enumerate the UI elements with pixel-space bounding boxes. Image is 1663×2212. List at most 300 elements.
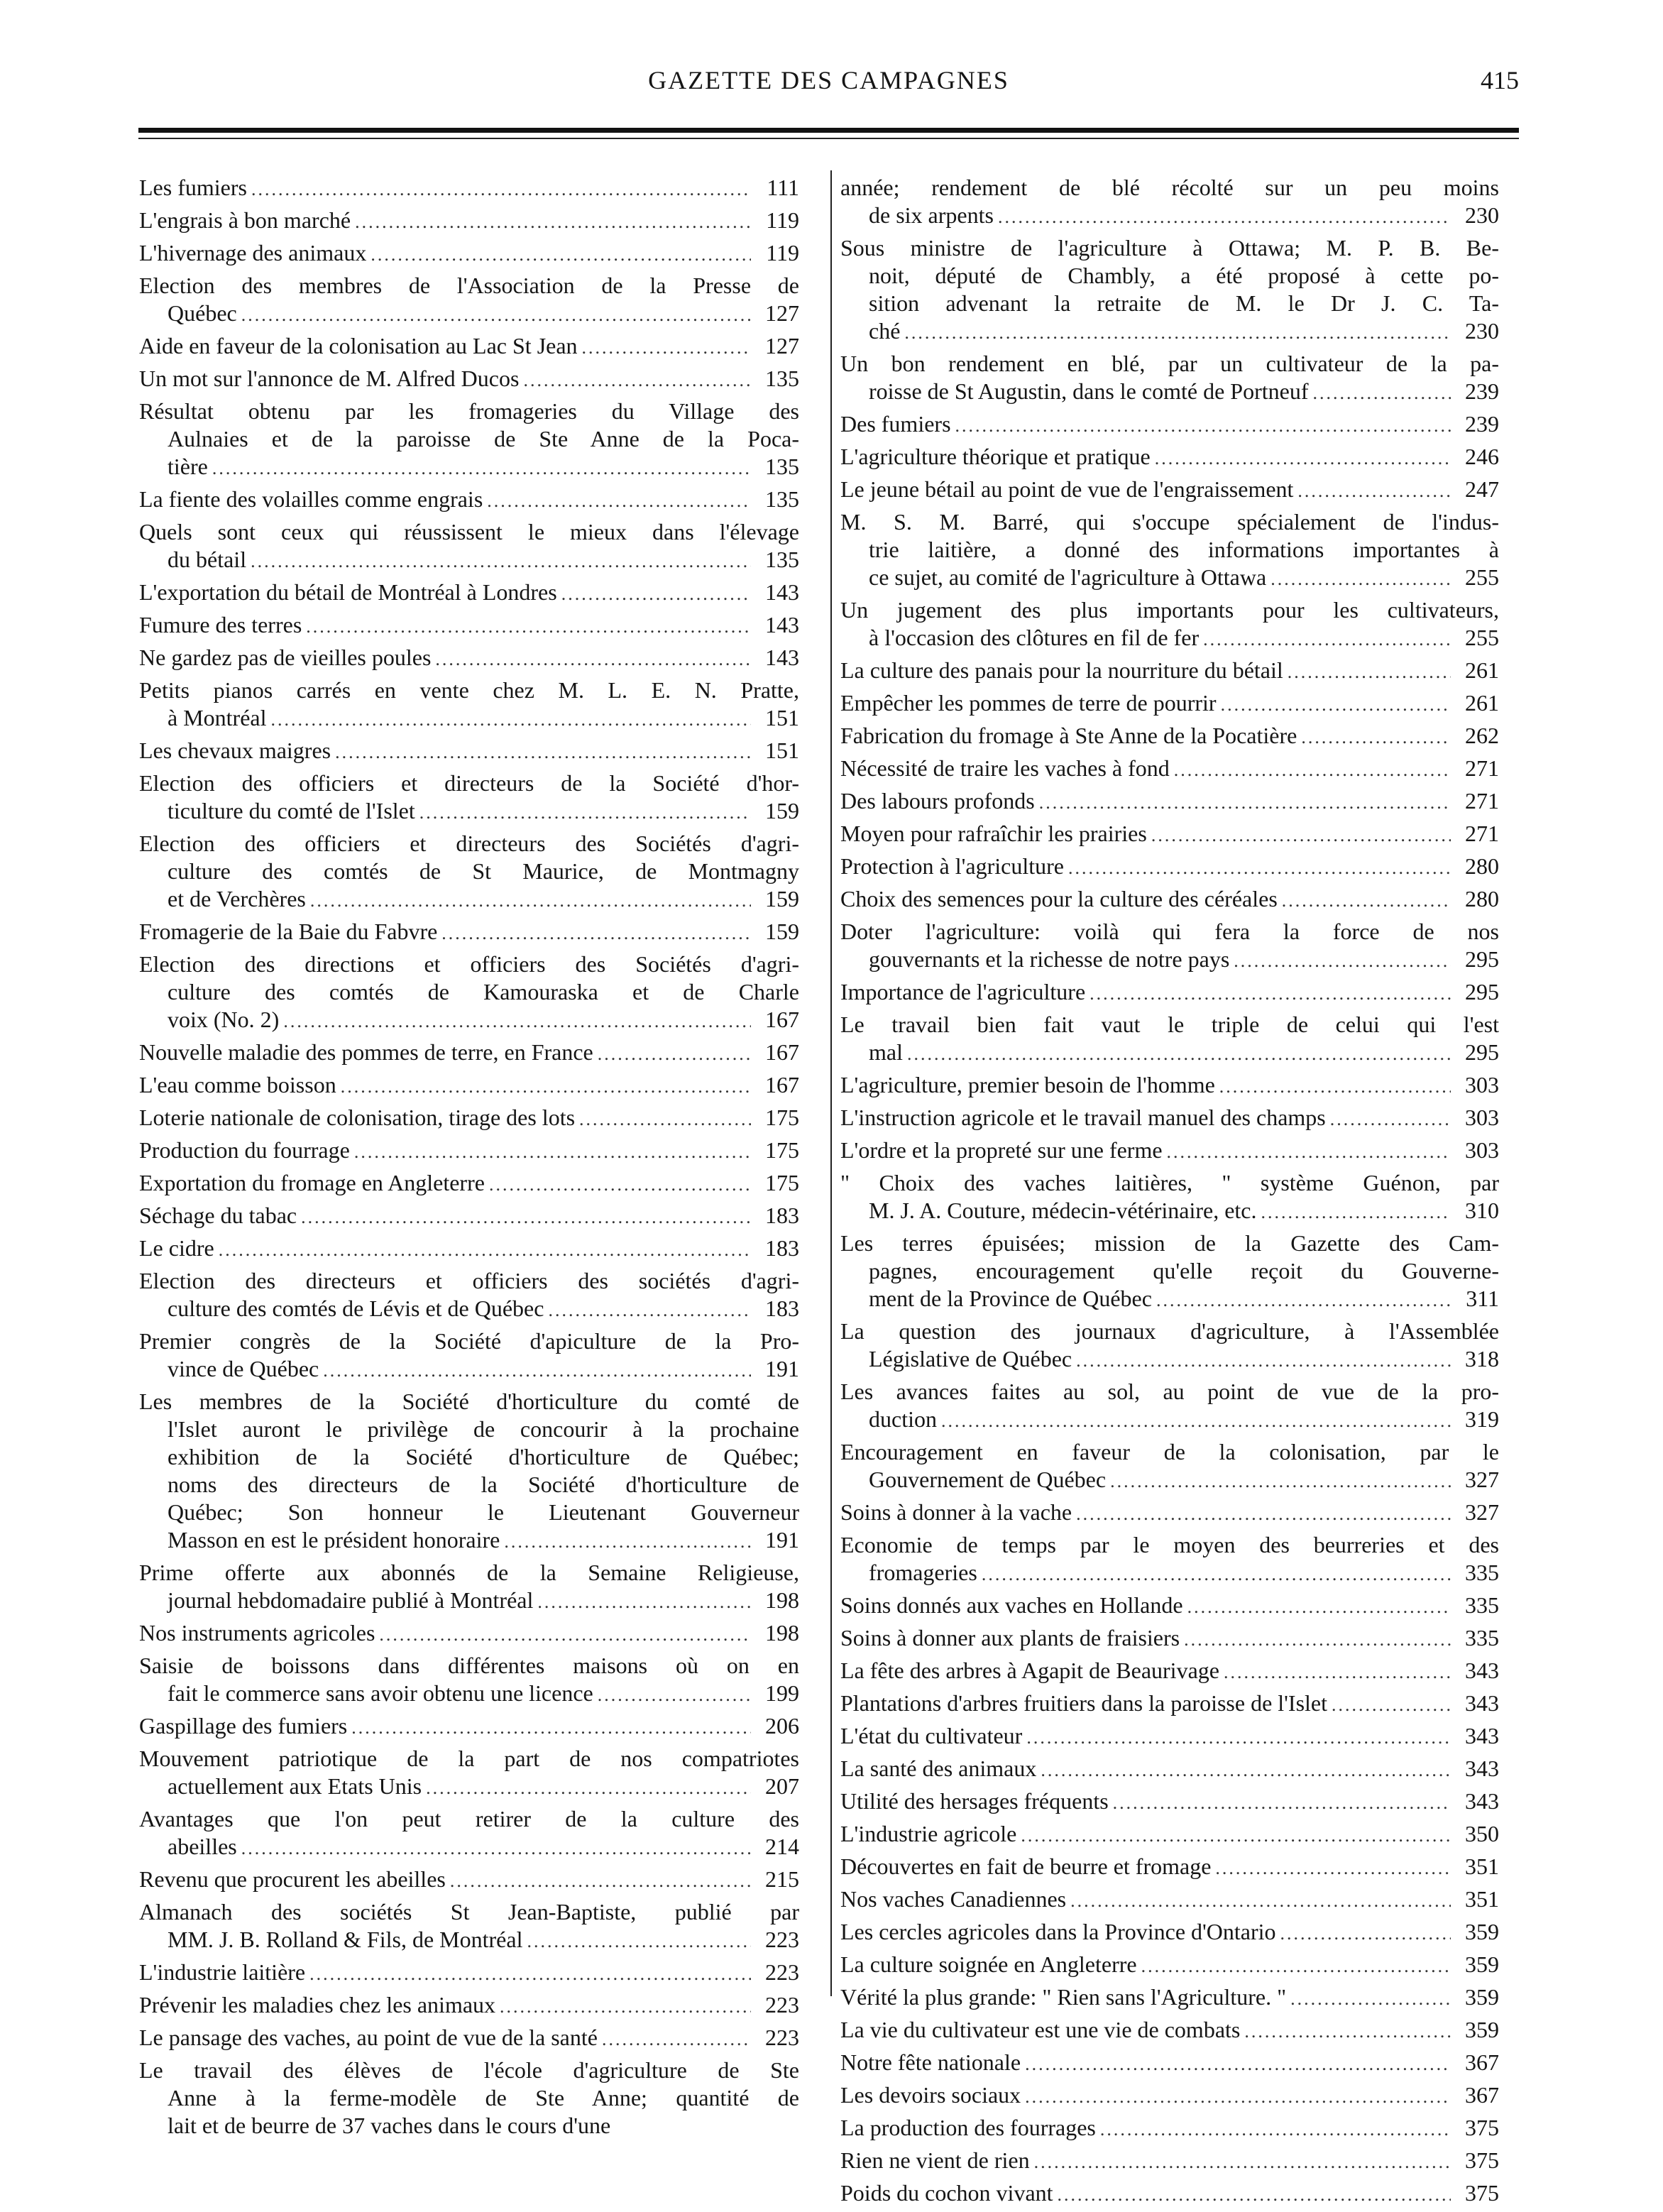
entry-text: Election des membres de l'Association de la Presse de	[139, 273, 799, 298]
index-entry-line	[139, 1866, 799, 1893]
index-entry-line	[139, 239, 799, 267]
index-entry	[840, 1820, 1499, 1848]
entry-text: fait le commerce sans avoir obtenu une licence	[168, 1680, 593, 1706]
entry-text: ticulture du comté de l'Islet	[168, 798, 415, 823]
entry-page-number: 135	[765, 486, 799, 512]
index-entry	[139, 1559, 799, 1614]
entry-text: Mouvement patriotique de la part de nos compatriotes	[139, 1746, 799, 1771]
index-entry-line	[840, 624, 1499, 652]
entry-page-number: 343	[1465, 1690, 1499, 1716]
index-entry	[139, 1169, 799, 1197]
index-entry	[840, 476, 1499, 503]
entry-text: année; rendement de blé récolté sur un peu moins	[840, 175, 1499, 200]
entry-text: à Montréal	[168, 705, 267, 730]
index-entry	[840, 853, 1499, 880]
index-entry	[139, 1991, 799, 2019]
index-entry-line	[139, 677, 799, 704]
dot-leader	[1330, 1105, 1451, 1133]
entry-text: Des fumiers	[840, 411, 951, 437]
entry-page-number: 135	[765, 366, 799, 391]
entry-text: La culture soignée en Angleterre	[840, 1951, 1137, 1977]
entry-text: ce sujet, au comité de l'agriculture à Ottawa	[869, 564, 1267, 590]
entry-text: Petits pianos carrés en vente chez M. L. E. N. Pratte,	[139, 677, 799, 703]
index-entry-line	[840, 1011, 1499, 1039]
dot-leader	[426, 1774, 751, 1802]
index-entry	[139, 239, 799, 267]
entry-text: vince de Québec	[168, 1356, 319, 1381]
dot-leader	[379, 1621, 751, 1648]
dot-leader	[489, 1171, 751, 1198]
entry-page-number: 262	[1465, 723, 1499, 748]
index-entry	[139, 579, 799, 606]
entry-text: Fromagerie de la Baie du Fabvre	[139, 919, 438, 944]
index-entry-line	[840, 853, 1499, 880]
entry-page-number: 350	[1465, 1821, 1499, 1846]
dot-leader	[323, 1357, 751, 1384]
entry-text: Prime offerte aux abonnés de la Semaine Religieuse,	[139, 1560, 799, 1585]
entry-page-number: 319	[1465, 1406, 1499, 1432]
dot-leader	[212, 454, 751, 482]
entry-text: Election des directeurs et officiers des sociétés d'agri-	[139, 1268, 799, 1293]
index-entry	[139, 1104, 799, 1132]
index-entry-line	[139, 2024, 799, 2052]
entry-text: exhibition de la Société d'horticulture de Québec;	[168, 1444, 799, 1469]
index-entry-line	[139, 737, 799, 765]
entry-page-number: 310	[1465, 1198, 1499, 1223]
entry-text: M. S. M. Barré, qui s'occupe spécialement de l'indus-	[840, 509, 1499, 535]
index-entry-line	[840, 1499, 1499, 1526]
dot-leader	[1041, 1756, 1451, 1784]
entry-text: Soins à donner à la vache	[840, 1499, 1072, 1525]
entry-text: Soins à donner aux plants de fraisiers	[840, 1625, 1180, 1650]
entry-page-number: 295	[1465, 979, 1499, 1004]
entry-text: Economie de temps par le moyen des beurreries et des	[840, 1532, 1499, 1557]
entry-page-number: 143	[765, 645, 799, 670]
entry-text: Protection à l'agriculture	[840, 853, 1064, 879]
index-entry	[840, 2081, 1499, 2109]
dot-leader	[1187, 1593, 1451, 1621]
index-entry-line	[840, 1104, 1499, 1132]
dot-leader	[1070, 1887, 1451, 1915]
entry-text: Saisie de boissons dans différentes maisons où on en	[139, 1653, 799, 1678]
entry-text: Election des officiers et directeurs des Sociétés d'agri-	[139, 831, 799, 856]
dot-leader	[602, 2025, 751, 2053]
page-header	[138, 65, 1519, 108]
entry-page-number: 143	[765, 612, 799, 637]
index-entry-line	[139, 1388, 799, 1416]
index-entry-line	[139, 365, 799, 393]
entry-page-number: 127	[765, 300, 799, 326]
entry-page-number: 303	[1465, 1072, 1499, 1097]
index-entry	[840, 2016, 1499, 2044]
index-entry-line	[139, 1712, 799, 1740]
entry-text: L'eau comme boisson	[139, 1072, 336, 1097]
entry-text: Notre fête nationale	[840, 2049, 1021, 2075]
index-entry-line	[840, 1169, 1499, 1197]
index-entry-line	[139, 332, 799, 360]
dot-leader	[335, 738, 751, 766]
index-entry-line	[139, 1898, 799, 1926]
entry-text: fromageries	[869, 1560, 977, 1585]
dot-leader	[371, 241, 751, 268]
entry-text: Séchage du tabac	[139, 1203, 297, 1228]
journal-title: GAZETTE DES CAMPAGNES	[648, 66, 1009, 94]
dot-leader	[537, 1588, 751, 1616]
index-entry-line	[840, 1755, 1499, 1783]
index-entry-line	[139, 830, 799, 858]
index-entry-line	[840, 946, 1499, 973]
entry-page-number: 367	[1465, 2049, 1499, 2075]
entry-text: Almanach des sociétés St Jean-Baptiste, publié par	[139, 1899, 799, 1924]
index-entry-line	[840, 1624, 1499, 1652]
entry-spacer	[139, 2140, 799, 2145]
index-entry-line	[840, 2114, 1499, 2142]
entry-page-number: 246	[1465, 444, 1499, 469]
entry-page-number: 175	[765, 1137, 799, 1163]
entry-page-number: 261	[1465, 657, 1499, 683]
index-entry-line	[840, 1787, 1499, 1815]
index-entry-line	[840, 1230, 1499, 1257]
entry-page-number: 223	[765, 1992, 799, 2017]
entry-text: Moyen pour rafraîchir les prairies	[840, 821, 1147, 846]
index-entry	[139, 332, 799, 360]
left-index-column	[139, 174, 799, 2145]
entry-text: Importance de l'agriculture	[840, 979, 1086, 1004]
dot-leader	[251, 175, 751, 203]
index-entry	[139, 1652, 799, 1707]
index-entry	[139, 272, 799, 327]
entry-text: Aulnaies et de la paroisse de Ste Anne de la Poca-	[168, 426, 799, 451]
index-entry	[840, 443, 1499, 471]
index-entry-line	[139, 644, 799, 672]
dot-leader	[598, 1040, 751, 1068]
index-entry-line	[139, 486, 799, 513]
entry-text: Sous ministre de l'agriculture à Ottawa; M. P. B. Be-	[840, 235, 1499, 261]
index-entry	[840, 755, 1499, 782]
entry-text: sition advenant la retraite de M. le Dr J. C. Ta-	[869, 290, 1499, 316]
index-entry-line	[139, 1526, 799, 1554]
entry-text: Anne à la ferme-modèle de Ste Anne; quantité de	[168, 2085, 799, 2110]
entry-page-number: 230	[1465, 202, 1499, 228]
dot-leader	[310, 887, 751, 914]
index-entry-line	[139, 1619, 799, 1647]
entry-text: L'industrie laitière	[139, 1959, 306, 1985]
entry-page-number: 375	[1465, 2180, 1499, 2206]
index-entry-line	[840, 2049, 1499, 2076]
entry-text: voix (No. 2)	[168, 1007, 280, 1032]
entry-text: La santé des animaux	[840, 1756, 1037, 1781]
index-entry	[139, 1959, 799, 1986]
entry-page-number: 351	[1465, 1886, 1499, 1912]
index-entry	[840, 1230, 1499, 1313]
dot-leader	[487, 487, 751, 515]
index-entry-line	[840, 1345, 1499, 1373]
index-entry	[139, 2057, 799, 2140]
index-entry	[139, 611, 799, 639]
dot-leader	[561, 580, 751, 608]
index-entry-line	[139, 1833, 799, 1861]
index-entry-line	[840, 1657, 1499, 1685]
dot-leader	[341, 1073, 751, 1100]
entry-text: Les avances faites au sol, au point de vue de la pro-	[840, 1379, 1499, 1404]
index-entry-line	[840, 755, 1499, 782]
index-entry	[840, 1531, 1499, 1587]
entry-text: La culture des panais pour la nourriture du bétail	[840, 657, 1283, 683]
dot-leader	[1167, 1138, 1451, 1166]
entry-page-number: 327	[1465, 1467, 1499, 1492]
index-entry	[840, 885, 1499, 913]
entry-text: culture des comtés de Lévis et de Québec	[168, 1296, 544, 1321]
entry-page-number: 359	[1465, 1919, 1499, 1944]
dot-leader	[1076, 1347, 1451, 1374]
dot-leader	[219, 1236, 751, 1264]
entry-page-number: 343	[1465, 1723, 1499, 1748]
index-entry-line	[139, 1355, 799, 1383]
entry-text: L'ordre et la propreté sur une ferme	[840, 1137, 1163, 1163]
index-entry-line	[139, 1959, 799, 1986]
index-entry-line	[139, 1680, 799, 1707]
entry-page-number: 198	[765, 1620, 799, 1646]
entry-text: Législative de Québec	[869, 1346, 1072, 1371]
index-entry	[840, 596, 1499, 652]
dot-leader	[1297, 477, 1451, 505]
index-entry	[840, 234, 1499, 345]
index-entry-line	[139, 272, 799, 300]
entry-page-number: 127	[765, 333, 799, 358]
index-entry-line	[139, 1039, 799, 1066]
index-entry-line	[139, 425, 799, 453]
index-entry-line	[139, 1471, 799, 1499]
entry-page-number: 206	[765, 1713, 799, 1739]
entry-text: culture des comtés de Kamouraska et de Charle	[168, 979, 799, 1004]
dot-leader	[1113, 1789, 1451, 1817]
dot-leader	[1332, 1691, 1451, 1719]
entry-text: Loterie nationale de colonisation, tirage des lots	[139, 1105, 576, 1130]
index-entry-line	[139, 1773, 799, 1800]
dot-leader	[582, 334, 751, 361]
index-entry-line	[139, 704, 799, 732]
index-entry-line	[840, 1285, 1499, 1313]
index-entry-line	[139, 1006, 799, 1034]
entry-text: Vérité la plus grande: " Rien sans l'Agriculture. "	[840, 1984, 1287, 2010]
index-entry	[139, 207, 799, 234]
entry-page-number: 343	[1465, 1756, 1499, 1781]
entry-text: Les membres de la Société d'horticulture du comté de	[139, 1389, 799, 1414]
index-entry-line	[840, 174, 1499, 202]
entry-page-number: 303	[1465, 1137, 1499, 1163]
entry-text: trie laitière, a donné des informations importantes à	[869, 537, 1499, 562]
index-entry	[840, 1722, 1499, 1750]
entry-page-number: 343	[1465, 1658, 1499, 1683]
index-entry	[139, 518, 799, 574]
dot-leader	[1215, 1854, 1451, 1882]
entry-text: Poids du cochon vivant	[840, 2180, 1053, 2206]
entry-text: actuellement aux Etats Unis	[168, 1773, 422, 1799]
entry-text: Les chevaux maigres	[139, 738, 331, 763]
entry-page-number: 119	[766, 240, 799, 265]
entry-text: à l'occasion des clôtures en fil de fer	[869, 625, 1200, 650]
entry-text: La fête des arbres à Agapit de Beaurivage	[840, 1658, 1219, 1683]
entry-text: Nouvelle maladie des pommes de terre, en France	[139, 1039, 593, 1065]
index-entry-line	[840, 689, 1499, 717]
dot-leader	[1280, 1920, 1451, 1947]
index-entry-line	[139, 579, 799, 606]
index-entry	[840, 1499, 1499, 1526]
index-entry	[139, 677, 799, 732]
entry-text: Le cidre	[139, 1235, 214, 1261]
index-entry	[139, 1712, 799, 1740]
entry-text: Choix des semences pour la culture des céréales	[840, 886, 1278, 911]
index-entry-line	[139, 1104, 799, 1132]
entry-page-number: 255	[1465, 564, 1499, 590]
dot-leader	[1261, 1198, 1451, 1226]
entry-page-number: 280	[1465, 853, 1499, 879]
dot-leader	[271, 706, 752, 733]
entry-text: M. J. A. Couture, médecin-vétérinaire, etc.	[869, 1198, 1257, 1223]
entry-page-number: 271	[1465, 821, 1499, 846]
index-entry-line	[840, 1378, 1499, 1406]
index-entry	[139, 1866, 799, 1893]
entry-text: L'agriculture, premier besoin de l'homme	[840, 1072, 1215, 1097]
index-entry-line	[840, 1722, 1499, 1750]
dot-leader	[1312, 379, 1451, 407]
index-entry-line	[139, 978, 799, 1006]
index-entry-line	[840, 820, 1499, 848]
entry-page-number: 183	[765, 1235, 799, 1261]
dot-leader	[435, 645, 751, 673]
index-entry	[840, 820, 1499, 848]
entry-page-number: 135	[765, 547, 799, 572]
entry-text: Les terres épuisées; mission de la Gazette des Cam-	[840, 1230, 1499, 1256]
dot-leader	[1156, 1286, 1451, 1314]
index-entry-line	[840, 1406, 1499, 1433]
index-entry	[840, 2049, 1499, 2076]
entry-text: Un mot sur l'annonce de M. Alfred Ducos	[139, 366, 520, 391]
index-entry-line	[840, 290, 1499, 317]
index-entry-line	[139, 1202, 799, 1230]
index-entry	[139, 2024, 799, 2052]
entry-page-number: 335	[1465, 1592, 1499, 1618]
entry-text: abeilles	[168, 1834, 237, 1859]
entry-page-number: 167	[765, 1072, 799, 1097]
index-entry-line	[139, 1652, 799, 1680]
index-entry-line	[840, 1257, 1499, 1285]
index-entry	[840, 918, 1499, 973]
index-entry	[840, 689, 1499, 717]
index-entry	[139, 1327, 799, 1383]
index-entry-line	[840, 1318, 1499, 1345]
index-entry-line	[840, 1592, 1499, 1619]
index-entry	[139, 830, 799, 913]
entry-text: Production du fourrage	[139, 1137, 350, 1163]
entry-page-number: 167	[765, 1007, 799, 1032]
dot-leader	[1282, 887, 1451, 914]
entry-text: Un jugement des plus importants pour les cultivateurs,	[840, 597, 1499, 623]
index-entry-line	[840, 657, 1499, 684]
index-entry-line	[139, 1137, 799, 1164]
entry-text: Québec	[168, 300, 237, 326]
entry-text: du bétail	[168, 547, 247, 572]
dot-leader	[1141, 1952, 1451, 1980]
index-entry-line	[840, 202, 1499, 229]
entry-text: L'industrie agricole	[840, 1821, 1017, 1846]
index-entry-line	[840, 1559, 1499, 1587]
entry-text: Quels sont ceux qui réussissent le mieux dans l'élevage	[139, 519, 799, 544]
index-entry-line	[139, 1327, 799, 1355]
index-entry	[840, 1137, 1499, 1164]
dot-leader	[1234, 947, 1451, 975]
header-rule-thick	[138, 128, 1519, 133]
dot-leader	[500, 1993, 751, 2020]
entry-text: Doter l'agriculture: voilà qui fera la force de nos	[840, 919, 1499, 944]
index-entry-line	[139, 1071, 799, 1099]
index-entry-line	[139, 1295, 799, 1323]
index-entry-line	[139, 1443, 799, 1471]
index-entry-line	[139, 1587, 799, 1614]
entry-text: Revenu que procurent les abeilles	[139, 1866, 446, 1892]
entry-page-number: 135	[765, 454, 799, 479]
index-entry	[840, 1104, 1499, 1132]
dot-leader	[1184, 1626, 1451, 1653]
entry-text: duction	[869, 1406, 937, 1432]
index-entry-line	[139, 1926, 799, 1954]
entry-page-number: 375	[1465, 2115, 1499, 2140]
dot-leader	[1026, 1724, 1451, 1751]
entry-page-number: 215	[765, 1866, 799, 1892]
dot-leader	[998, 203, 1451, 231]
index-entry	[840, 1011, 1499, 1066]
index-entry	[840, 657, 1499, 684]
index-entry	[840, 1169, 1499, 1225]
index-entry	[139, 1234, 799, 1262]
entry-page-number: 159	[765, 919, 799, 944]
entry-page-number: 303	[1465, 1105, 1499, 1130]
dot-leader	[941, 1407, 1451, 1435]
entry-text: La production des fourrages	[840, 2115, 1096, 2140]
index-entry-line	[840, 1918, 1499, 1946]
right-index-column	[840, 174, 1499, 2212]
entry-text: Exportation du fromage en Angleterre	[139, 1170, 485, 1195]
index-entry-line	[840, 410, 1499, 438]
entry-page-number: 295	[1465, 946, 1499, 972]
index-entry-line	[840, 1690, 1499, 1717]
dot-leader	[579, 1105, 751, 1133]
dot-leader	[1155, 444, 1451, 472]
dot-leader	[1151, 821, 1451, 849]
dot-leader	[1090, 980, 1451, 1007]
entry-text: L'exportation du bétail de Montréal à Londres	[139, 579, 557, 605]
index-entry	[840, 2147, 1499, 2174]
index-entry	[139, 1071, 799, 1099]
index-entry	[840, 508, 1499, 591]
entry-text: Fabrication du fromage à Ste Anne de la Pocatière	[840, 723, 1297, 748]
entry-text: Gouvernement de Québec	[869, 1467, 1107, 1492]
index-entry	[840, 2114, 1499, 2142]
entry-page-number: 239	[1465, 411, 1499, 437]
index-entry-line	[139, 1805, 799, 1833]
entry-page-number: 207	[765, 1773, 799, 1799]
index-entry-line	[139, 2084, 799, 2112]
entry-text: Avantages que l'on peut retirer de la culture des	[139, 1806, 799, 1832]
entry-text: " Choix des vaches laitières, " système Guénon, par	[840, 1170, 1499, 1195]
index-entry-line	[139, 1745, 799, 1773]
entry-text: pagnes, encouragement qu'elle reçoit du Gouverne-	[869, 1258, 1499, 1283]
entry-text: Les cercles agricoles dans la Province d'Ontario	[840, 1919, 1276, 1944]
entry-page-number: 295	[1465, 1039, 1499, 1065]
index-entry-line	[840, 317, 1499, 345]
index-entry-line	[840, 262, 1499, 290]
index-entry-line	[840, 1197, 1499, 1225]
